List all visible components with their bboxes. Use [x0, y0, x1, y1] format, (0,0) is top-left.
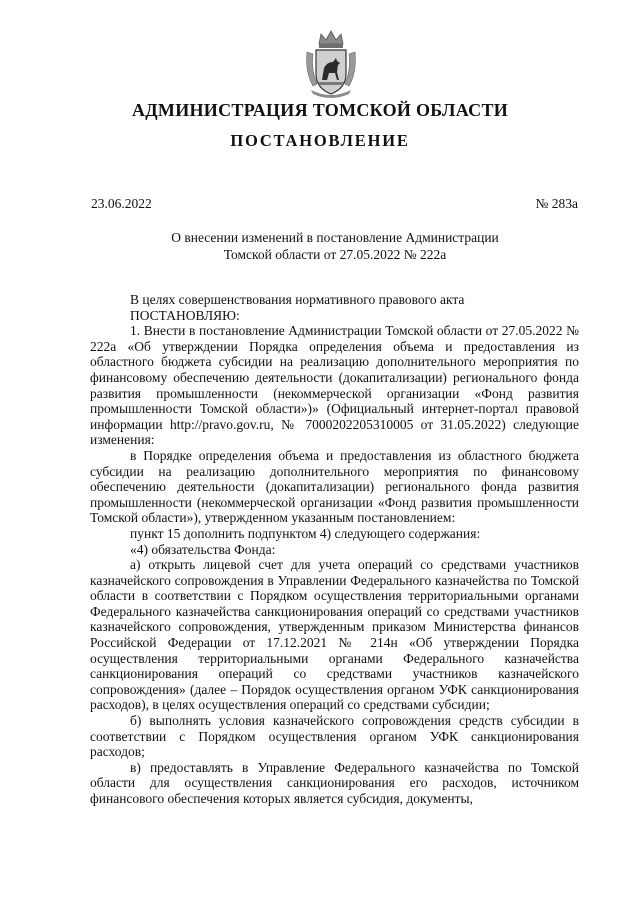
- organization-title: АДМИНИСТРАЦИЯ ТОМСКОЙ ОБЛАСТИ: [131, 100, 509, 120]
- document-body: [90, 292, 579, 807]
- paragraph-7: в) предоставлять в Управление Федерального казначейства по Томской области для осуществления санкционирования его расходов, источником финансового обеспечения которых является субсидия, документы,: [90, 759, 579, 806]
- preamble-paragraph: В целях совершенствования нормативного правового акта: [130, 292, 465, 307]
- emblem-icon: [303, 28, 359, 98]
- paragraph-1: 1. Внести в постановление Администрации Томской области от 27.05.2022 № 222а «Об утверждении Порядка определения объема и предоставления из областного бюджета субсидии на реализацию дополнительного мероприятия по финансовому обеспечению деятельности (докапитализации) регионального фонда развития промышленности (некоммерческой организации «Фонд развития промышленности Томской области»)» (Официальный интернет-портал правовой информации http://pravo.gov.ru, № 7000202205310005 от 31.05.2022) следующие изменения:: [90, 323, 579, 448]
- paragraph-6: б) выполнять условия казначейского сопровождения средств субсидии в соответствии с Порядком осуществления органом УФК санкционирования расходов;: [90, 713, 579, 760]
- subject-line-1: О внесении изменений в постановление Администрации: [171, 230, 499, 245]
- decree-paragraph: ПОСТАНОВЛЯЮ:: [130, 307, 240, 323]
- document-number: № 283а: [535, 196, 578, 211]
- document-date: 23.06.2022: [91, 196, 152, 211]
- paragraph-3: пункт 15 дополнить подпунктом 4) следующего содержания:: [130, 525, 481, 541]
- paragraph-5: а) открыть лицевой счет для учета операций со средствами участников казначейского сопровождения в Управлении Федерального казначейства по Томской области в соответствии с Порядком осуществления территориальными органами Федерального казначейства санкционирования операций со средствами участников казначейского сопровождения, утвержденным приказом Министерства финансов Российской Федерации от 17.12.2021 № 214н «Об утверждении Порядка осуществления территориальными органами Федерального казначейства санкционирования операций со средствами участников казначейского сопровождения» (далее – Порядок осуществления органом УФК санкционирования расходов), в целях осуществления операций со средствами субсидии;: [90, 557, 579, 713]
- document-subject: [90, 229, 580, 263]
- document-type: ПОСТАНОВЛЕНИЕ: [230, 131, 410, 150]
- paragraph-2: в Порядке определения объема и предоставления из областного бюджета субсидии на реализацию дополнительного мероприятия по финансовому обеспечению деятельности (докапитализации) регионального фонда развития промышленности (некоммерческой организации «Фонд развития промышленности Томской области»), утвержденном указанным постановлением:: [90, 447, 579, 526]
- paragraph-4: «4) обязательства Фонда:: [130, 541, 276, 557]
- subject-line-2: Томской области от 27.05.2022 № 222а: [223, 247, 447, 262]
